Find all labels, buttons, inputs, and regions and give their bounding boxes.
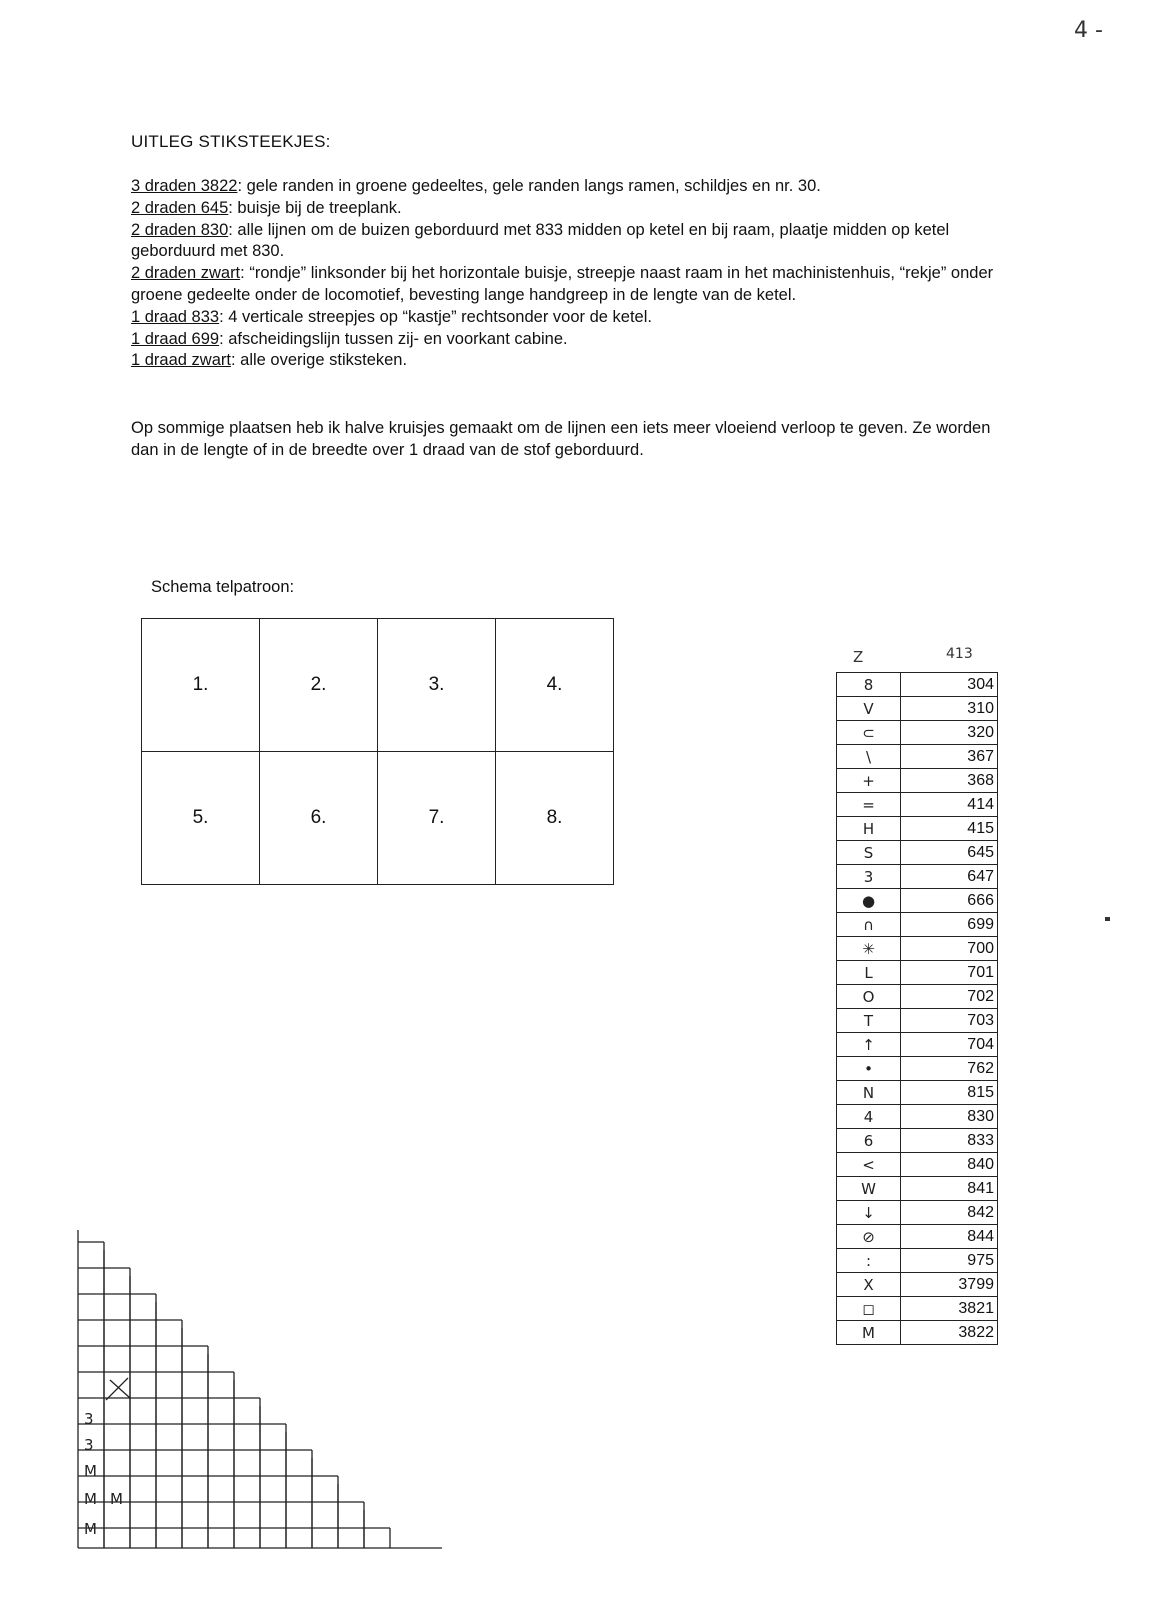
- key-symbol: ⊂: [837, 721, 901, 745]
- instruction-label: 1 draad 833: [131, 307, 220, 326]
- instruction-label: 1 draad 699: [131, 329, 220, 348]
- key-code: 840: [901, 1153, 998, 1177]
- key-code: 830: [901, 1105, 998, 1129]
- key-symbol: 4: [837, 1105, 901, 1129]
- key-symbol: ∩: [837, 913, 901, 937]
- scan-speck: [1105, 917, 1110, 921]
- schema-cell: 3.: [378, 619, 496, 752]
- key-symbol: ↓: [837, 1201, 901, 1225]
- key-symbol: +: [837, 769, 901, 793]
- key-row: [837, 1225, 998, 1249]
- key-code: 704: [901, 1033, 998, 1057]
- schema-cell: 5.: [142, 752, 260, 885]
- key-code: 815: [901, 1081, 998, 1105]
- schema-cell: 6.: [260, 752, 378, 885]
- key-symbol: S: [837, 841, 901, 865]
- key-row: [837, 1105, 998, 1129]
- key-symbol: ●: [837, 889, 901, 913]
- key-symbol: 8: [837, 673, 901, 697]
- key-symbol: M: [837, 1321, 901, 1345]
- key-symbol: •: [837, 1057, 901, 1081]
- key-symbol: 6: [837, 1129, 901, 1153]
- key-symbol: ✳: [837, 937, 901, 961]
- key-row: [837, 865, 998, 889]
- key-header-code: 413: [946, 646, 973, 662]
- grid-symbol: M: [84, 1520, 97, 1538]
- key-code: 842: [901, 1201, 998, 1225]
- key-symbol: <: [837, 1153, 901, 1177]
- key-symbol: X: [837, 1273, 901, 1297]
- schema-cell: 1.: [142, 619, 260, 752]
- key-row: [837, 769, 998, 793]
- instruction-line: [131, 329, 1011, 351]
- key-row: [837, 673, 998, 697]
- key-code: 3799: [901, 1273, 998, 1297]
- instruction-label: 1 draad zwart: [131, 351, 231, 370]
- instruction-line: [131, 198, 1011, 220]
- instruction-line: [131, 307, 1011, 329]
- instructions-list: [131, 176, 1011, 372]
- key-code: 975: [901, 1249, 998, 1273]
- schema-cell: 4.: [496, 619, 614, 752]
- key-code: 699: [901, 913, 998, 937]
- key-symbol: O: [837, 985, 901, 1009]
- symbol-key-table: [836, 672, 998, 1345]
- key-row: [837, 1081, 998, 1105]
- key-code: 701: [901, 961, 998, 985]
- instruction-line: [131, 220, 1011, 264]
- key-code: 3821: [901, 1297, 998, 1321]
- key-row: [837, 721, 998, 745]
- key-row: [837, 937, 998, 961]
- schema-cell: 7.: [378, 752, 496, 885]
- key-code: 666: [901, 889, 998, 913]
- key-symbol: W: [837, 1177, 901, 1201]
- key-row: [837, 745, 998, 769]
- instruction-line: [131, 176, 1011, 198]
- key-row: [837, 1057, 998, 1081]
- key-code: 762: [901, 1057, 998, 1081]
- key-symbol: N: [837, 1081, 901, 1105]
- key-row: [837, 697, 998, 721]
- key-row: [837, 817, 998, 841]
- key-symbol: L: [837, 961, 901, 985]
- instruction-label: 2 draden 645: [131, 198, 229, 217]
- grid-symbol: M: [110, 1490, 123, 1508]
- key-code: 368: [901, 769, 998, 793]
- page-number: 4 -: [1074, 18, 1103, 43]
- grid-symbol: 3: [84, 1410, 94, 1428]
- key-row: [837, 1009, 998, 1033]
- key-symbol: :: [837, 1249, 901, 1273]
- key-row: [837, 889, 998, 913]
- key-row: [837, 985, 998, 1009]
- key-symbol: ↑: [837, 1033, 901, 1057]
- key-code: 844: [901, 1225, 998, 1249]
- key-header-symbol: Z: [853, 648, 864, 666]
- schema-cell: 2.: [260, 619, 378, 752]
- instruction-text: : buisje bij de treeplank.: [228, 198, 402, 217]
- key-symbol: T: [837, 1009, 901, 1033]
- schema-title: Schema telpatroon:: [151, 578, 295, 596]
- instruction-line: [131, 350, 1011, 372]
- key-row: [837, 913, 998, 937]
- stair-grid: [70, 1230, 450, 1570]
- key-row: [837, 1201, 998, 1225]
- key-row: [837, 1297, 998, 1321]
- key-row: [837, 1129, 998, 1153]
- key-code: 647: [901, 865, 998, 889]
- key-row: [837, 1249, 998, 1273]
- key-code: 703: [901, 1009, 998, 1033]
- key-code: 645: [901, 841, 998, 865]
- key-code: 702: [901, 985, 998, 1009]
- key-symbol: \: [837, 745, 901, 769]
- key-code: 414: [901, 793, 998, 817]
- key-code: 304: [901, 673, 998, 697]
- key-symbol: V: [837, 697, 901, 721]
- key-row: [837, 1321, 998, 1345]
- instruction-text: : afscheidingslijn tussen zij- en voorkant cabine.: [219, 329, 568, 348]
- key-symbol: ⊘: [837, 1225, 901, 1249]
- instruction-text: : alle overige stiksteken.: [230, 351, 408, 370]
- instruction-label: 2 draden zwart: [131, 264, 241, 283]
- key-code: 310: [901, 697, 998, 721]
- grid-symbol: 3: [84, 1436, 94, 1454]
- instruction-text: : gele randen in groene gedeeltes, gele randen langs ramen, schildjes en nr. 30.: [237, 177, 821, 195]
- instruction-text: : alle lijnen om de buizen geborduurd met 833 midden op ketel en bij raam, plaatje midden op ketel geborduurd met 830.: [131, 220, 950, 261]
- key-symbol: H: [837, 817, 901, 841]
- key-row: [837, 793, 998, 817]
- key-row: [837, 1033, 998, 1057]
- key-row: [837, 1273, 998, 1297]
- diagonal-stitch: [106, 1378, 128, 1400]
- key-row: [837, 1177, 998, 1201]
- key-row: [837, 1153, 998, 1177]
- key-row: [837, 841, 998, 865]
- instruction-label: 2 draden 830: [131, 220, 229, 239]
- key-row: [837, 961, 998, 985]
- key-code: 841: [901, 1177, 998, 1201]
- key-symbol: ◻: [837, 1297, 901, 1321]
- schema-cell: 8.: [496, 752, 614, 885]
- instruction-text: : “rondje” linksonder bij het horizontale buisje, streepje naast raam in het machinistenhuis, “rekje” onder groene gedeelte onder de locomotief, bevesting lange handgreep in de lengte van de ketel.: [131, 264, 994, 304]
- half-stitch-note: Op sommige plaatsen heb ik halve kruisjes gemaakt om de lijnen een iets meer vloeiend verloop te geven. Ze worden dan in de lengte of in de breedte over 1 draad van de stof geborduurd.: [131, 419, 991, 459]
- section-heading: UITLEG STIKSTEEKJES:: [131, 132, 331, 151]
- grid-symbol: M: [84, 1462, 97, 1480]
- grid-symbol: M: [84, 1490, 97, 1508]
- instruction-label: 3 draden 3822: [131, 177, 238, 195]
- instruction-line: [131, 263, 1011, 307]
- key-code: 367: [901, 745, 998, 769]
- instruction-text: : 4 verticale streepjes op “kastje” rechtsonder voor de ketel.: [219, 307, 652, 326]
- schema-grid: [141, 618, 614, 885]
- diagonal-stitch: [110, 1380, 130, 1398]
- key-code: 700: [901, 937, 998, 961]
- key-code: 3822: [901, 1321, 998, 1345]
- key-code: 833: [901, 1129, 998, 1153]
- key-code: 320: [901, 721, 998, 745]
- key-symbol: 3: [837, 865, 901, 889]
- key-symbol: =: [837, 793, 901, 817]
- key-code: 415: [901, 817, 998, 841]
